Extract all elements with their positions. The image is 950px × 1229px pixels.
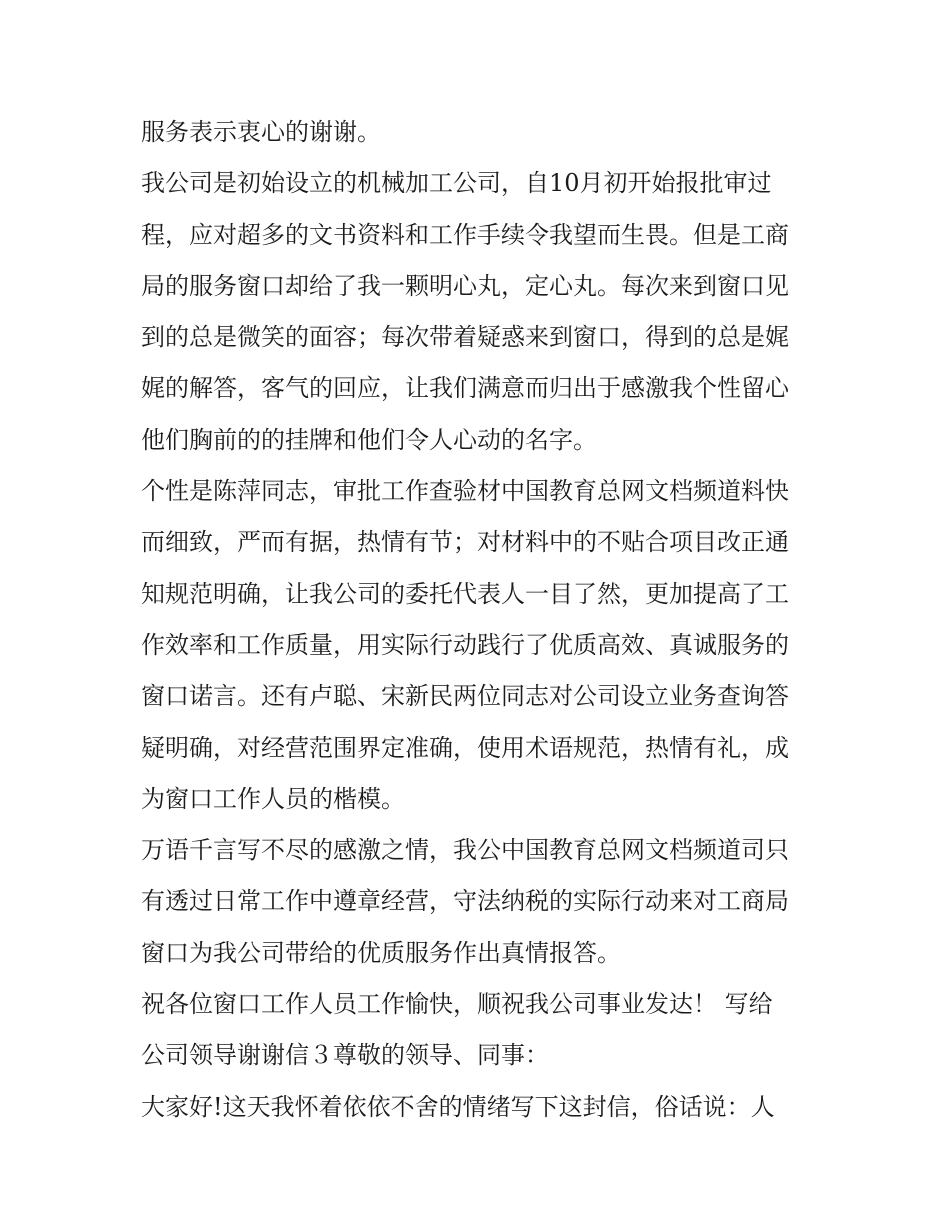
text-line: 他们胸前的的挂牌和他们令人心动的名字。 bbox=[141, 425, 597, 454]
text-line: 程，应对超多的文书资料和工作手续令我望而生畏。但是工商 bbox=[141, 220, 789, 249]
text-line: 窗口为我公司带给的优质服务作出真情报答。 bbox=[141, 938, 621, 967]
text-line: 疑明确，对经营范围界定准确，使用术语规范，热情有礼，成 bbox=[141, 733, 789, 762]
text-line: 而细致，严而有据，热情有节；对材料中的不贴合项目改正通 bbox=[141, 528, 789, 557]
text-line: 大家好!这天我怀着依依不舍的情绪写下这封信，俗话说：人 bbox=[141, 1092, 775, 1121]
text-line: 为窗口工作人员的楷模。 bbox=[141, 784, 405, 813]
text-line: 作效率和工作质量，用实际行动践行了优质高效、真诚服务的 bbox=[141, 630, 789, 659]
text-line: 娓的解答，客气的回应，让我们满意而归出于感激我个性留心 bbox=[141, 374, 789, 403]
text-line: 个性是陈萍同志，审批工作查验材中国教育总网文档频道料快 bbox=[141, 477, 789, 506]
text-line: 公司领导谢谢信３尊敬的领导、同事： bbox=[141, 1041, 549, 1070]
text-line: 祝各位窗口工作人员工作愉快，顺祝我公司事业发达！ 写给 bbox=[141, 990, 773, 1019]
text-line: 知规范明确，让我公司的委托代表人一目了然，更加提高了工 bbox=[141, 579, 789, 608]
text-line: 到的总是微笑的面容；每次带着疑惑来到窗口，得到的总是娓 bbox=[141, 323, 789, 352]
text-line: 局的服务窗口却给了我一颗明心丸，定心丸。每次来到窗口见 bbox=[141, 271, 789, 300]
text-line: 服务表示衷心的谢谢。 bbox=[141, 118, 381, 146]
letter-body bbox=[141, 107, 821, 1133]
text-line: 我公司是初始设立的机械加工公司，自10月初开始报批审过 bbox=[141, 169, 772, 198]
text-line: 有透过日常工作中遵章经营，守法纳税的实际行动来对工商局 bbox=[141, 887, 789, 916]
text-line: 万语千言写不尽的感激之情，我公中国教育总网文档频道司只 bbox=[141, 836, 789, 865]
text-line: 窗口诺言。还有卢聪、宋新民两位同志对公司设立业务查询答 bbox=[141, 682, 789, 711]
